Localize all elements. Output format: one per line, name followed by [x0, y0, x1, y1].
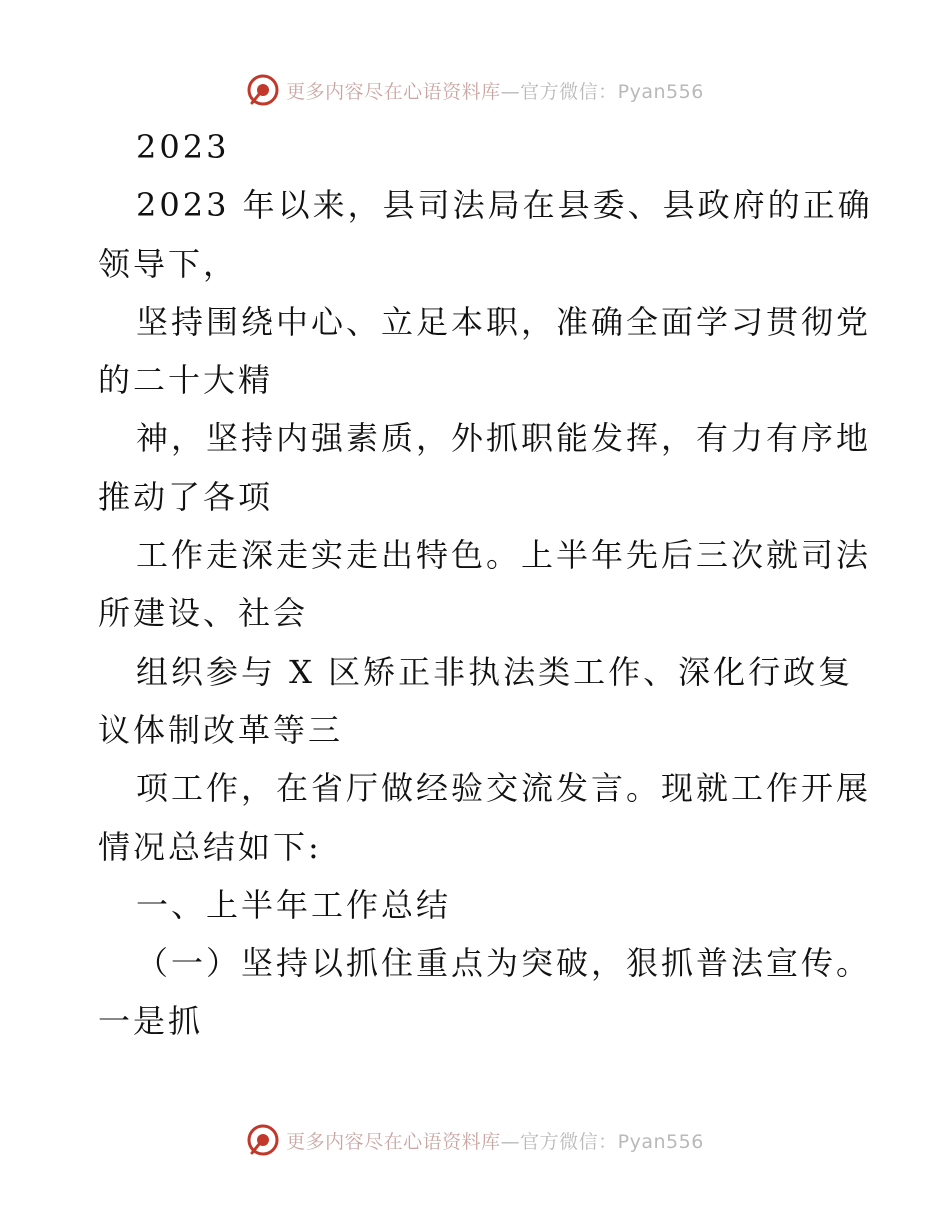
text-line: 项工作，在省厅做经验交流发言。现就工作开展 [136, 769, 872, 808]
pen-logo-icon [246, 1123, 280, 1157]
text-line: 2023 [136, 128, 230, 166]
text-line: 议体制改革等三 [98, 710, 344, 749]
text-line: 神，坚持内强素质，外抓职能发挥，有力有序地 [136, 419, 872, 458]
text-line: 情况总结如下: [98, 827, 322, 866]
text-line: 所建设、社会 [98, 594, 309, 633]
document-body [98, 118, 873, 1051]
text-line: 推动了各项 [98, 477, 274, 516]
header-watermark [0, 70, 950, 110]
text-line: 坚持围绕中心、立足本职，准确全面学习贯彻党 [136, 302, 872, 341]
footer-watermark-text: 更多内容尽在心语资料库—官方微信：Pyan556 [286, 1130, 704, 1153]
header-watermark-text: 更多内容尽在心语资料库—官方微信：Pyan556 [286, 80, 704, 103]
text-line: 工作走深走实走出特色。上半年先后三次就司法 [136, 536, 872, 575]
section-heading: 一、上半年工作总结 [136, 885, 452, 924]
text-line: 2023 年以来，县司法局在县委、县政府的正确 [136, 186, 873, 225]
footer-watermark [0, 1120, 950, 1160]
subsection-heading: （一）坚持以抓住重点为突破，狠抓普法宣传。 [136, 944, 872, 983]
text-line: 一是抓 [98, 1002, 204, 1041]
text-line: 组织参与 X 区矫正非执法类工作、深化行政复 [136, 652, 854, 691]
text-line: 领导下， [98, 244, 239, 283]
pen-logo-icon [246, 73, 280, 107]
text-line: 的二十大精 [98, 361, 274, 400]
